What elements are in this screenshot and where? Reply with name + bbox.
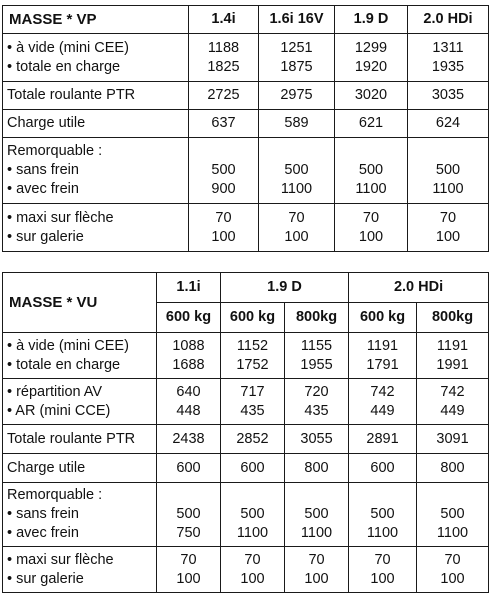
vu-subcol-header: 800kg [417,303,489,333]
value-cell: 637 [189,110,259,138]
vu-subcol-header: 600 kg [221,303,285,333]
value-cell: 500 1100 [417,483,489,547]
vp-header-row [3,6,489,34]
value-cell: 589 [259,110,335,138]
value-cell: 500 1100 [221,483,285,547]
value-cell: 70 100 [189,204,259,252]
value-cell: 70 100 [349,547,417,593]
value-cell: 2975 [259,82,335,110]
row-label: • à vide (mini CEE) • totale en charge [3,333,157,379]
vp-col-header: 2.0 HDi [408,6,489,34]
value-cell: 3055 [285,425,349,454]
vu-row-ptr [3,425,489,454]
value-cell: 3035 [408,82,489,110]
vu-group-header: 1.1i [157,273,221,303]
vp-row-remorquable [3,138,489,204]
vu-subcol-header: 600 kg [349,303,417,333]
row-label: • maxi sur flèche • sur galerie [3,204,189,252]
value-cell: 2891 [349,425,417,454]
row-label: • répartition AV • AR (mini CCE) [3,379,157,425]
value-cell: 500 750 [157,483,221,547]
value-cell: 70 100 [259,204,335,252]
vp-col-header: 1.6i 16V [259,6,335,34]
value-cell: 600 [221,454,285,483]
value-cell: 500 1100 [259,138,335,204]
value-cell: 500 1100 [408,138,489,204]
value-cell: 600 [349,454,417,483]
vu-row-fleche [3,547,489,593]
value-cell: 1299 1920 [335,34,408,82]
vu-group-header-row [3,273,489,303]
vp-col-header: 1.9 D [335,6,408,34]
row-label: • maxi sur flèche • sur galerie [3,547,157,593]
vp-row-charge [3,110,489,138]
vu-title: MASSE * VU [3,273,157,333]
value-cell: 2852 [221,425,285,454]
row-label: Charge utile [3,110,189,138]
value-cell: 70 100 [335,204,408,252]
value-cell: 2438 [157,425,221,454]
value-cell: 1155 1955 [285,333,349,379]
value-cell: 3020 [335,82,408,110]
value-cell: 500 1100 [335,138,408,204]
value-cell: 1311 1935 [408,34,489,82]
vp-row-ptr [3,82,489,110]
vu-row-masse [3,333,489,379]
vu-row-charge [3,454,489,483]
value-cell: 1152 1752 [221,333,285,379]
row-label: • à vide (mini CEE) • totale en charge [3,34,189,82]
value-cell: 600 [157,454,221,483]
value-cell: 3091 [417,425,489,454]
vu-row-remorquable [3,483,489,547]
value-cell: 800 [285,454,349,483]
row-label: Remorquable : • sans frein • avec frein [3,483,157,547]
value-cell: 800 [417,454,489,483]
vp-row-masse [3,34,489,82]
vp-row-fleche [3,204,489,252]
value-cell: 621 [335,110,408,138]
vu-group-header: 1.9 D [221,273,349,303]
value-cell: 500 1100 [349,483,417,547]
vu-subcol-header: 600 kg [157,303,221,333]
value-cell: 717 435 [221,379,285,425]
vu-row-repartition [3,379,489,425]
row-label: Remorquable : • sans frein • avec frein [3,138,189,204]
value-cell: 70 100 [408,204,489,252]
value-cell: 1191 1991 [417,333,489,379]
value-cell: 500 1100 [285,483,349,547]
vp-title: MASSE * VP [3,6,189,34]
value-cell: 500 900 [189,138,259,204]
masse-vp-table [2,5,489,252]
value-cell: 2725 [189,82,259,110]
value-cell: 742 449 [349,379,417,425]
row-label: Totale roulante PTR [3,82,189,110]
vp-col-header: 1.4i [189,6,259,34]
value-cell: 640 448 [157,379,221,425]
value-cell: 742 449 [417,379,489,425]
value-cell: 1088 1688 [157,333,221,379]
vu-group-header: 2.0 HDi [349,273,489,303]
value-cell: 70 100 [285,547,349,593]
value-cell: 70 100 [221,547,285,593]
value-cell: 1188 1825 [189,34,259,82]
value-cell: 624 [408,110,489,138]
row-label: Charge utile [3,454,157,483]
value-cell: 720 435 [285,379,349,425]
value-cell: 1191 1791 [349,333,417,379]
masse-vu-table [2,272,489,593]
row-label: Totale roulante PTR [3,425,157,454]
value-cell: 70 100 [157,547,221,593]
value-cell: 1251 1875 [259,34,335,82]
vu-subcol-header: 800kg [285,303,349,333]
value-cell: 70 100 [417,547,489,593]
